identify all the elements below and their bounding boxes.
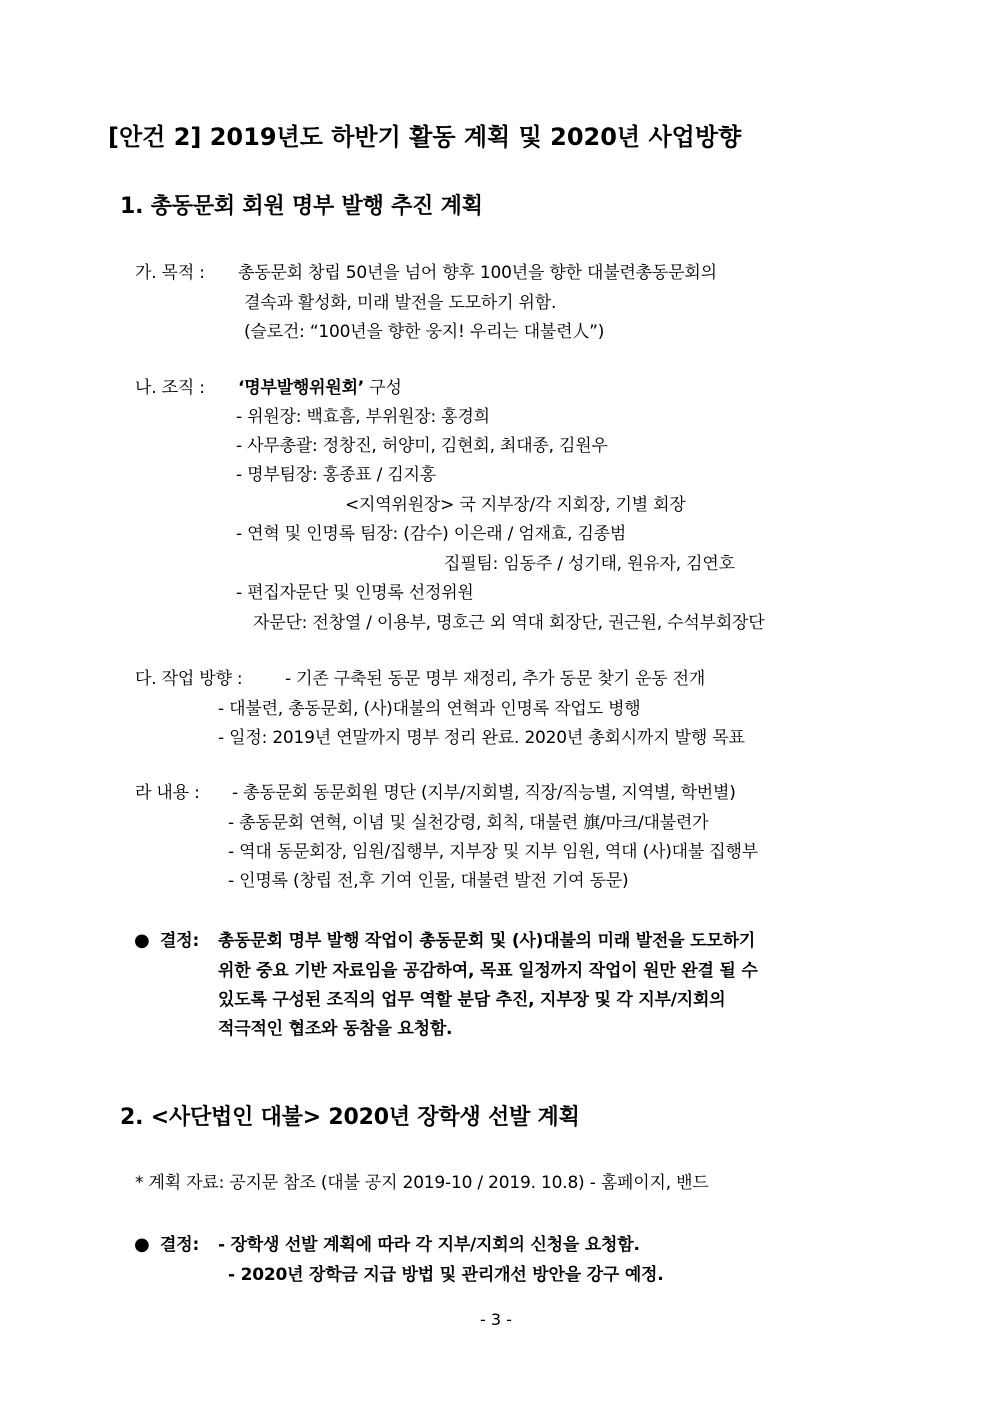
direction-line-1: - 기존 구축된 동문 명부 재정리, 추가 동문 찾기 운동 전개	[285, 669, 706, 689]
direction-line-3: - 일정: 2019년 연말까지 명부 정리 완료. 2020년 총회시까지 발행 목표	[218, 728, 745, 748]
org-line-6: 집필팀: 임동주 / 성기태, 원유자, 김연호	[444, 554, 735, 574]
decision1-line-1: 총동문회 명부 발행 작업이 총동문회 및 (사)대불의 미래 발전을 도모하기	[218, 931, 756, 951]
content-line-3: - 역대 동문회장, 임원/집행부, 지부장 및 지부 임원, 역대 (사)대불 집행부	[228, 842, 758, 862]
org-line-4: <지역위원장> 국 지부장/각 지회장, 기별 회장	[345, 495, 686, 515]
direction-label: 다. 작업 방향 :	[135, 669, 243, 689]
content-line-2: - 총동문회 연혁, 이념 및 실천강령, 회칙, 대불련 旗/마크/대불련가	[228, 813, 709, 833]
section2-note: * 계획 자료: 공지문 참조 (대불 공지 2019-10 / 2019. 10.8) - 홈페이지, 밴드	[135, 1173, 709, 1193]
purpose-line-2: 결속과 활성화, 미래 발전을 도모하기 위함.	[244, 293, 557, 313]
org-line-2: - 사무총괄: 정창진, 허양미, 김현회, 최대종, 김원우	[236, 436, 608, 456]
decision2-label: 결정:	[160, 1235, 200, 1255]
org-committee-line	[238, 377, 402, 399]
decision1-label: 결정:	[160, 931, 200, 951]
org-line-5: - 연혁 및 인명록 팀장: (감수) 이은래 / 엄재효, 김종범	[236, 524, 627, 544]
section1-heading: 1. 총동문회 회원 명부 발행 추진 계획	[120, 194, 483, 219]
content-label: 라 내용 :	[135, 783, 200, 803]
decision1-line-4: 적극적인 협조와 동참을 요청함.	[218, 1019, 453, 1039]
org-line-3: - 명부팀장: 홍종표 / 김지홍	[236, 465, 437, 485]
purpose-line-1: 총동문회 창립 50년을 넘어 향후 100년을 향한 대불련총동문회의	[238, 263, 717, 283]
purpose-slogan: (슬로건: “100년을 향한 웅지! 우리는 대불련人”)	[244, 322, 605, 342]
decision1-line-3: 있도록 구성된 조직의 업무 역할 분담 추진, 지부장 및 각 지부/지회의	[218, 990, 726, 1010]
purpose-label: 가. 목적 :	[135, 263, 205, 283]
decision2-line-1: - 장학생 선발 계획에 따라 각 지부/지회의 신청을 요청함.	[218, 1235, 640, 1255]
content-line-1: - 총동문회 동문회원 명단 (지부/지회별, 직장/직능별, 지역별, 학번별)	[232, 783, 736, 803]
org-label: 나. 조직 :	[135, 378, 205, 398]
org-line-7: - 편집자문단 및 인명록 선정위원	[236, 583, 474, 603]
committee-suffix: 구성	[364, 378, 402, 398]
decision1-bullet-icon: ●	[134, 930, 150, 951]
org-line-1: - 위원장: 백효흠, 부위원장: 홍경희	[236, 407, 490, 427]
section2-heading: 2. <사단법인 대불> 2020년 장학생 선발 계획	[120, 1105, 580, 1130]
org-line-8: 자문단: 전창열 / 이용부, 명호근 외 역대 회장단, 권근원, 수석부회장단	[253, 613, 765, 633]
decision1-line-2: 위한 중요 기반 자료임을 공감하여, 목표 일정까지 작업이 원만 완결 될 수	[218, 961, 758, 981]
agenda-title: [안건 2] 2019년도 하반기 활동 계획 및 2020년 사업방향	[108, 123, 742, 151]
decision2-line-2: - 2020년 장학금 지급 방법 및 관리개선 방안을 강구 예정.	[228, 1265, 664, 1285]
committee-name: ‘명부발행위원회’	[238, 378, 365, 398]
page-number: - 3 -	[480, 1310, 512, 1329]
decision2-bullet-icon: ●	[134, 1234, 150, 1255]
direction-line-2: - 대불련, 총동문회, (사)대불의 연혁과 인명록 작업도 병행	[218, 699, 641, 719]
content-line-4: - 인명록 (창립 전,후 기여 인물, 대불련 발전 기여 동문)	[228, 871, 629, 891]
